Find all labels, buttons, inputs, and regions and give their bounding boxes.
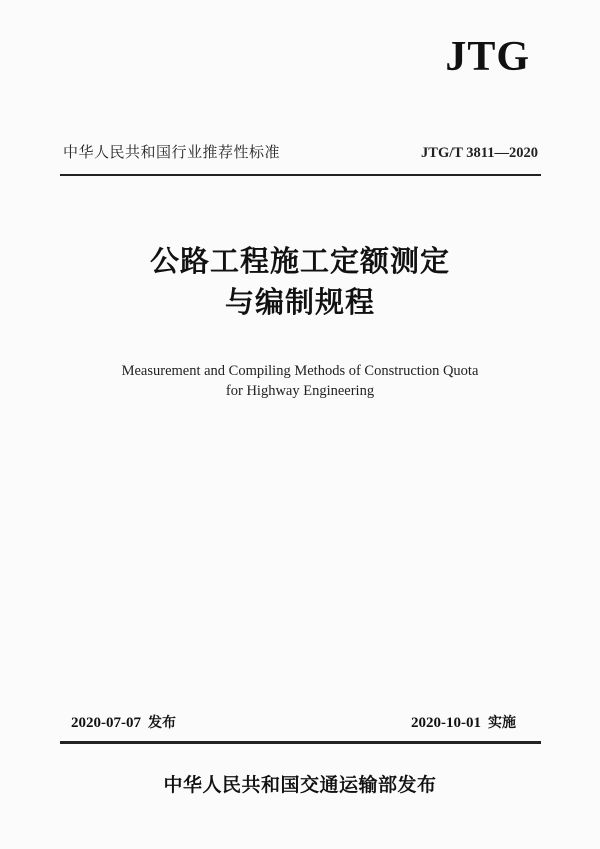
title-en-line2: for Highway Engineering (225, 383, 375, 399)
release-label: 发布 (148, 715, 176, 731)
header-divider (60, 174, 541, 176)
footer-divider (60, 741, 541, 744)
release-date-group (71, 716, 176, 731)
release-date: 2020-07-07 (71, 715, 141, 731)
title-en-line1: Measurement and Compiling Methods of Construction Quota (121, 363, 479, 379)
jtg-logo: JTG (445, 34, 530, 80)
implement-date-group (411, 716, 516, 731)
title-cn-line1: 公路工程施工定额测定 (149, 244, 450, 278)
implement-date: 2020-10-01 (411, 715, 481, 731)
title-cn-line2: 与编制规程 (224, 285, 375, 319)
publisher: 中华人民共和国交通运输部发布 (163, 774, 437, 796)
implement-label: 实施 (488, 715, 516, 731)
standard-code: JTG/T 3811—2020 (421, 145, 538, 161)
standard-category: 中华人民共和国行业推荐性标准 (63, 143, 281, 161)
